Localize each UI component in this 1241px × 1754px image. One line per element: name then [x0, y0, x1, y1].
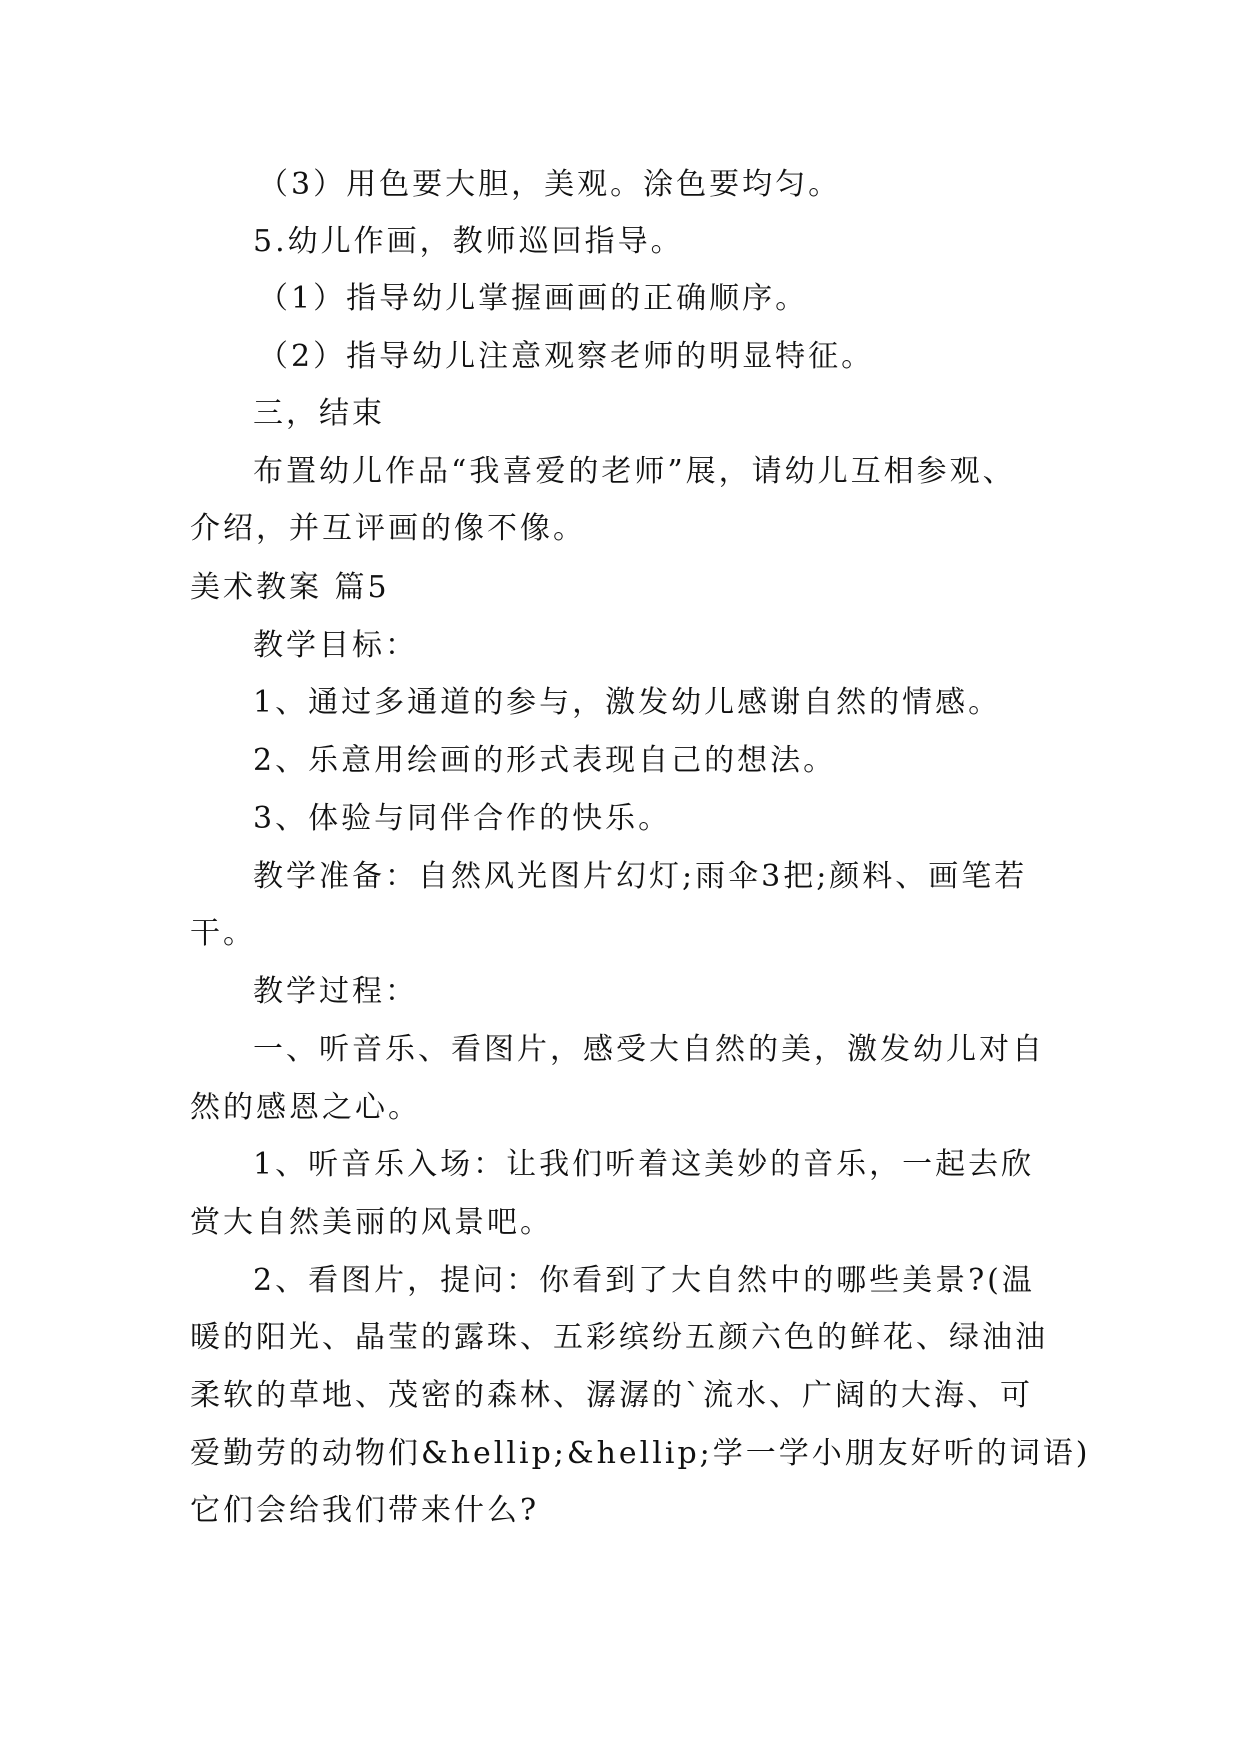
section-heading: 三，结束	[253, 396, 385, 431]
paragraph-line: 2、乐意用绘画的形式表现自己的想法。	[253, 743, 837, 778]
paragraph-line: 然的感恩之心。	[190, 1090, 421, 1125]
paragraph-line: 爱勤劳的动物们&hellip;&hellip;学一学小朋友好听的词语)	[190, 1436, 1091, 1471]
paragraph-line: 5.幼儿作画，教师巡回指导。	[253, 224, 684, 259]
section-heading: 教学过程：	[253, 974, 418, 1009]
article-heading: 美术教案 篇5	[190, 570, 390, 605]
paragraph-line: （1）指导幼儿掌握画画的正确顺序。	[258, 281, 809, 316]
paragraph-line: 1、听音乐入场：让我们听着这美妙的音乐，一起去欣	[253, 1147, 1035, 1182]
paragraph-line: 柔软的草地、茂密的森林、潺潺的`流水、广阔的大海、可	[190, 1378, 1033, 1413]
paragraph-line: 一、听音乐、看图片，感受大自然的美，激发幼儿对自	[253, 1032, 1045, 1067]
paragraph-line: 教学准备：自然风光图片幻灯;雨伞3把;颜料、画笔若	[253, 859, 1028, 894]
paragraph-line: （3）用色要大胆，美观。涂色要均匀。	[258, 167, 842, 202]
paragraph-line: 赏大自然美丽的风景吧。	[190, 1205, 553, 1240]
paragraph-line: 干。	[190, 916, 256, 951]
paragraph-line: 2、看图片，提问：你看到了大自然中的哪些美景?(温	[253, 1263, 1035, 1298]
paragraph-line: （2）指导幼儿注意观察老师的明显特征。	[258, 339, 875, 374]
paragraph-line: 3、体验与同伴合作的快乐。	[253, 801, 672, 836]
paragraph-line: 布置幼儿作品“我喜爱的老师”展，请幼儿互相参观、	[253, 454, 1016, 489]
section-heading: 教学目标：	[253, 628, 418, 663]
paragraph-line: 1、通过多通道的参与，激发幼儿感谢自然的情感。	[253, 685, 1002, 720]
paragraph-line: 它们会给我们带来什么?	[190, 1493, 540, 1528]
paragraph-line: 暖的阳光、晶莹的露珠、五彩缤纷五颜六色的鲜花、绿油油	[190, 1320, 1048, 1355]
paragraph-line: 介绍，并互评画的像不像。	[190, 511, 586, 546]
